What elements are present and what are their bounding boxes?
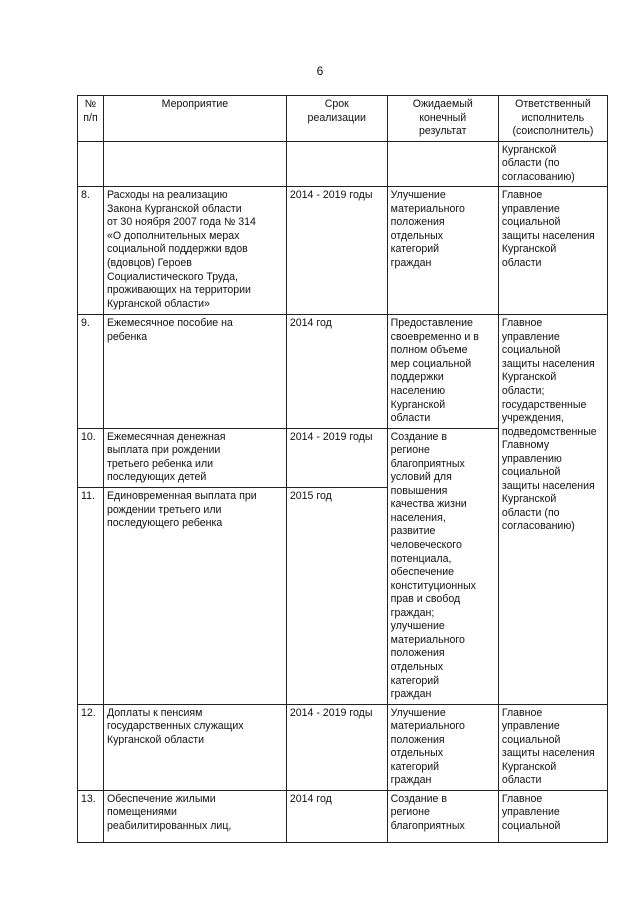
cell-term: 2014 - 2019 годы bbox=[286, 428, 387, 488]
cell-measure: Единовременная выплата при рождении третьего или последующего ребенка bbox=[103, 488, 286, 704]
cell-result: Улучшение материального положения отдельных категорий граждан bbox=[387, 187, 498, 315]
cell-term: 2014 год bbox=[286, 790, 387, 842]
cell-executor: Главное управление социальной защиты населения Курганской области bbox=[498, 187, 607, 315]
cell-result: Создание в регионе благоприятных условий для повышения качества жизни населения, развитие человеческого потенциала, обеспечение конституционных прав и свобод граждан; улучшение материального положения отдельных категорий граждан bbox=[387, 428, 498, 704]
cell-measure: Ежемесячное пособие на ребенка bbox=[103, 315, 286, 428]
cell-num: 9. bbox=[78, 315, 104, 428]
cell-term: 2014 - 2019 годы bbox=[286, 187, 387, 315]
table-row bbox=[78, 315, 608, 428]
cell-num: 13. bbox=[78, 790, 104, 842]
cell-term: 2015 год bbox=[286, 488, 387, 704]
cell-measure: Ежемесячная денежная выплата при рождении третьего ребенка или последующих детей bbox=[103, 428, 286, 488]
table-row bbox=[78, 187, 608, 315]
cell-measure bbox=[103, 141, 286, 187]
header-num: № п/п bbox=[78, 96, 104, 142]
cell-num bbox=[78, 141, 104, 187]
table-header-row bbox=[78, 96, 608, 142]
table-row bbox=[78, 141, 608, 187]
header-executor: Ответственный исполнитель (соисполнитель) bbox=[498, 96, 607, 142]
cell-measure: Расходы на реализацию Закона Курганской области от 30 ноября 2007 года № 314 «О дополнительных мерах социальной поддержки вдов (вдовцов) Героев Социалистического Труда, проживающих на территории Курганской области» bbox=[103, 187, 286, 315]
cell-executor: Главное управление социальной bbox=[498, 790, 607, 842]
table-row bbox=[78, 704, 608, 790]
measures-table bbox=[77, 95, 608, 843]
cell-executor: Курганской области (по согласованию) bbox=[498, 141, 607, 187]
cell-num: 11. bbox=[78, 488, 104, 704]
table-row bbox=[78, 790, 608, 842]
cell-measure: Обеспечение жилыми помещениями реабилитированных лиц, bbox=[103, 790, 286, 842]
cell-num: 12. bbox=[78, 704, 104, 790]
header-result: Ожидаемый конечный результат bbox=[387, 96, 498, 142]
page-number: 6 bbox=[316, 64, 324, 78]
cell-result: Улучшение материального положения отдельных категорий граждан bbox=[387, 704, 498, 790]
cell-result: Создание в регионе благоприятных bbox=[387, 790, 498, 842]
header-measure: Мероприятие bbox=[103, 96, 286, 142]
cell-term bbox=[286, 141, 387, 187]
cell-term: 2014 - 2019 годы bbox=[286, 704, 387, 790]
cell-term: 2014 год bbox=[286, 315, 387, 428]
header-term: Срок реализации bbox=[286, 96, 387, 142]
cell-result bbox=[387, 141, 498, 187]
cell-num: 8. bbox=[78, 187, 104, 315]
cell-num: 10. bbox=[78, 428, 104, 488]
cell-executor: Главное управление социальной защиты населения Курганской области; государственные учреждения, подведомственные Главному управлению социальной защиты населения Курганской области (по согласованию) bbox=[498, 315, 607, 704]
cell-result: Предоставление своевременно и в полном объеме мер социальной поддержки населению Курганской области bbox=[387, 315, 498, 428]
cell-measure: Доплаты к пенсиям государственных служащих Курганской области bbox=[103, 704, 286, 790]
cell-executor: Главное управление социальной защиты населения Курганской области bbox=[498, 704, 607, 790]
